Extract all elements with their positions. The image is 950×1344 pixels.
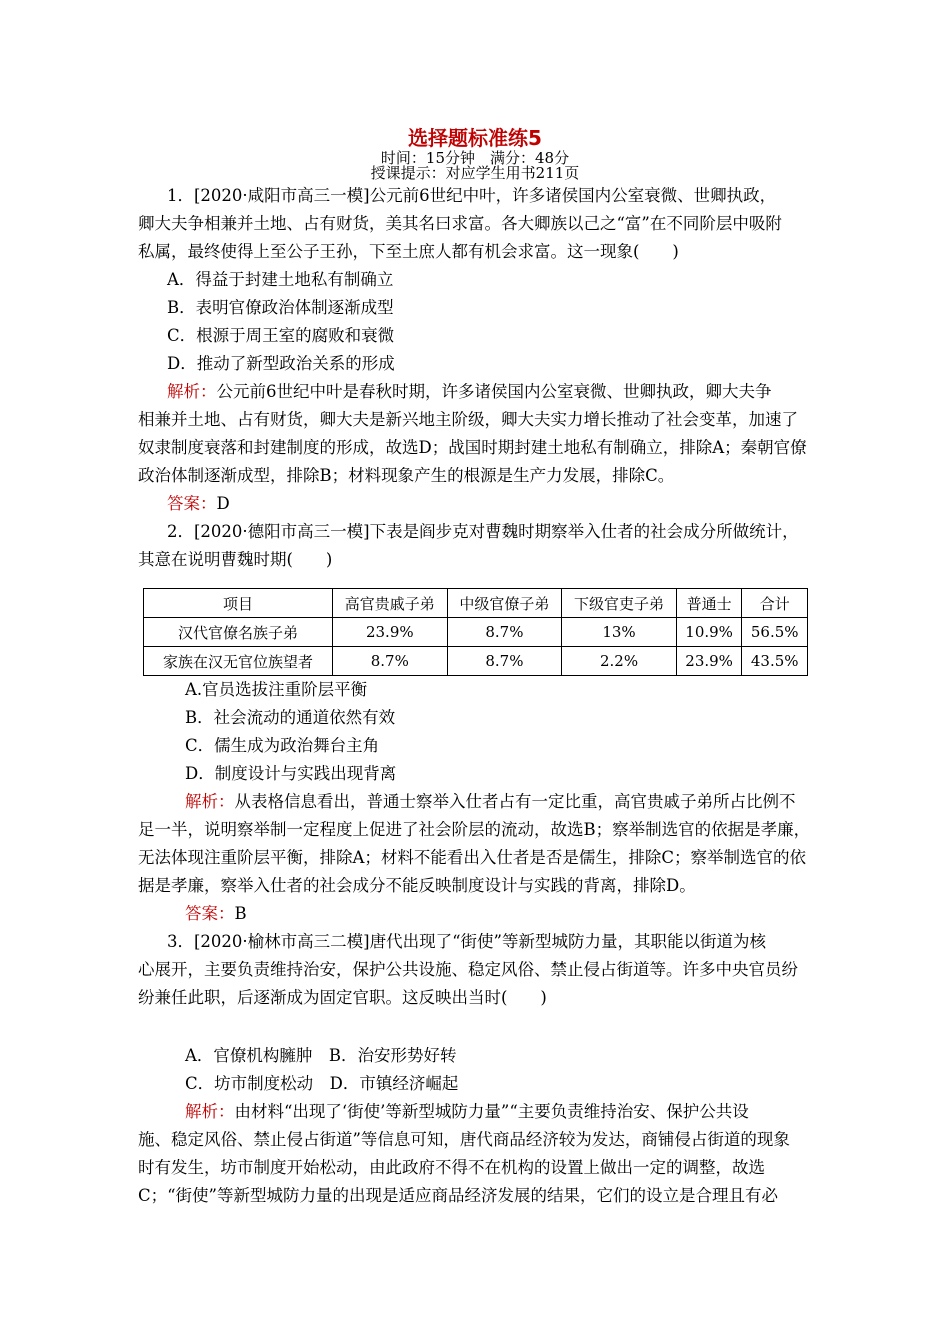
q1-analysis-line: 奴隶制度衰落和封建制度的形成，故选D；战国时期封建土地私有制确立，排除A；秦朝官僚 — [138, 438, 807, 457]
table-header-cell: 项目 — [144, 589, 333, 618]
analysis-label: 解析： — [167, 382, 217, 401]
analysis-text: 公元前6世纪中叶是春秋时期，许多诸侯国内公室衰微、世卿执政，卿大夫争 — [216, 382, 772, 401]
table-cell: 8.7% — [447, 647, 562, 676]
table-header-cell: 合计 — [742, 589, 808, 618]
q2-analysis-line: 无法体现注重阶层平衡，排除A；材料不能看出入仕者是否是儒生，排除C；察举制选官的依 — [138, 848, 807, 867]
answer-label: 答案： — [185, 904, 235, 923]
answer-value: D — [216, 494, 230, 513]
table-cell: 汉代官僚名族子弟 — [144, 618, 333, 647]
statistics-table — [143, 588, 808, 676]
q3-analysis-line: 施、稳定风俗、禁止侵占街道”等信息可知，唐代商品经济较为发达，商铺侵占街道的现象 — [138, 1130, 790, 1149]
q3-stem-line: 3．[2020·榆林市高三二模]唐代出现了“街使”等新型城防力量，其职能以街道为核 — [167, 932, 766, 951]
table-header-cell: 普通士 — [676, 589, 742, 618]
q3-analysis — [185, 1102, 865, 1122]
q1-option-a: A．得益于封建土地私有制确立 — [167, 270, 394, 289]
table-cell: 43.5% — [742, 647, 808, 676]
table-header-row — [144, 589, 808, 618]
q2-answer — [185, 904, 865, 924]
q1-option-d: D．推动了新型政治关系的形成 — [167, 354, 395, 373]
q2-stem-line: 2．[2020·德阳市高三一模]下表是阎步克对曹魏时期察举入仕者的社会成分所做统计， — [167, 522, 799, 541]
table-cell: 13% — [562, 618, 677, 647]
q3-stem-line: 纷兼任此职，后逐渐成为固定官职。这反映出当时( ) — [138, 988, 547, 1007]
table-cell: 23.9% — [333, 618, 448, 647]
answer-value: B — [234, 904, 247, 923]
table-header-cell: 高官贵戚子弟 — [333, 589, 448, 618]
page-title: 选择题标准练5 — [408, 126, 542, 150]
q1-answer — [167, 494, 847, 514]
answer-label: 答案： — [167, 494, 217, 513]
analysis-label: 解析： — [185, 792, 235, 811]
analysis-text: 从表格信息看出，普通士察举入仕者占有一定比重，高官贵戚子弟所占比例不 — [234, 792, 796, 811]
q2-analysis-line: 足一半，说明察举制一定程度上促进了社会阶层的流动，故选B；察举制选官的依据是孝廉， — [138, 820, 811, 839]
q2-stem-line: 其意在说明曹魏时期( ) — [138, 550, 333, 569]
table-cell: 8.7% — [447, 618, 562, 647]
q1-analysis-line: 政治体制逐渐成型，排除B；材料现象产生的根源是生产力发展，排除C。 — [138, 466, 675, 485]
time-info: 时间：15分钟 满分：48分 — [380, 149, 570, 167]
q2-analysis — [185, 792, 865, 812]
analysis-label: 解析： — [185, 1102, 235, 1121]
analysis-text: 由材料“出现了‘街使’等新型城防力量”“主要负责维持治安、保护公共设 — [234, 1102, 749, 1121]
table-cell: 2.2% — [562, 647, 677, 676]
table-header-cell: 中级官僚子弟 — [447, 589, 562, 618]
q1-stem-line: 卿大夫争相兼并土地、占有财货，美其名曰求富。各大卿族以己之“富”在不同阶层中吸附 — [138, 214, 782, 233]
table-header-cell: 下级官吏子弟 — [562, 589, 677, 618]
q2-option-c: C．儒生成为政治舞台主角 — [185, 736, 380, 755]
table-cell: 56.5% — [742, 618, 808, 647]
table-cell: 10.9% — [676, 618, 742, 647]
q2-analysis-line: 据是孝廉，察举入仕者的社会成分不能反映制度设计与实践的背离，排除D。 — [138, 876, 696, 895]
table-cell: 家族在汉无官位族望者 — [144, 647, 333, 676]
q1-option-c: C．根源于周王室的腐败和衰微 — [167, 326, 395, 345]
q2-option-d: D．制度设计与实践出现背离 — [185, 764, 397, 783]
q1-stem-line: 1．[2020·咸阳市高三一模]公元前6世纪中叶，许多诸侯国内公室衰微、世卿执政， — [167, 186, 777, 205]
hint-text: 授课提示：对应学生用书211页 — [370, 164, 580, 182]
q1-option-b: B．表明官僚政治体制逐渐成型 — [167, 298, 394, 317]
q3-options-row: C．坊市制度松动 D．市镇经济崛起 — [185, 1074, 459, 1093]
q1-analysis-line: 相兼并土地、占有财货，卿大夫是新兴地主阶级，卿大夫实力增长推动了社会变革，加速了 — [138, 410, 798, 429]
q2-option-b: B．社会流动的通道依然有效 — [185, 708, 396, 727]
table-row — [144, 647, 808, 676]
q3-stem-line: 心展开，主要负责维持治安，保护公共设施、稳定风俗、禁止侵占街道等。许多中央官员纷 — [138, 960, 798, 979]
q2-option-a: A.官员选拔注重阶层平衡 — [185, 680, 368, 699]
q1-stem-line: 私属，最终使得上至公子王孙，下至土庶人都有机会求富。这一现象( ) — [138, 242, 679, 261]
table-row — [144, 618, 808, 647]
table-cell: 8.7% — [333, 647, 448, 676]
q3-analysis-line: C；“街使”等新型城防力量的出现是适应商品经济发展的结果，它们的设立是合理且有必 — [138, 1186, 778, 1205]
q3-options-row: A．官僚机构臃肿 B．治安形势好转 — [185, 1046, 457, 1065]
q1-analysis — [167, 382, 847, 402]
q3-analysis-line: 时有发生，坊市制度开始松动，由此政府不得不在机构的设置上做出一定的调整，故选 — [138, 1158, 765, 1177]
table-cell: 23.9% — [676, 647, 742, 676]
